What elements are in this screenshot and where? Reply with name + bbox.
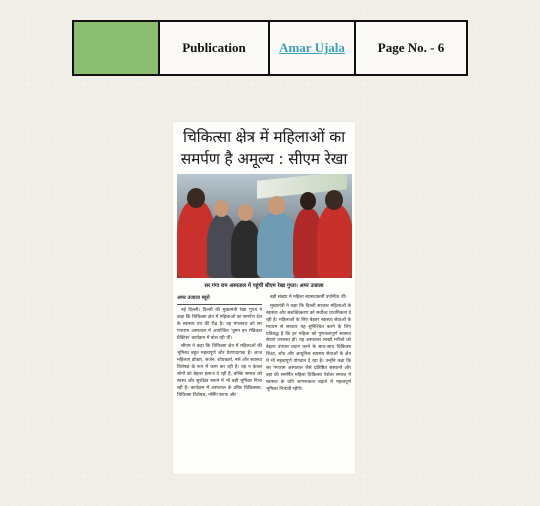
photo-person-head bbox=[325, 190, 343, 210]
photo-person-head bbox=[300, 192, 316, 210]
article-body bbox=[177, 295, 351, 402]
publication-label: Publication bbox=[160, 22, 270, 74]
photo-person-head bbox=[268, 196, 285, 215]
article-byline: अमर उजाला ब्यूरो bbox=[177, 295, 262, 305]
publication-info-table bbox=[72, 20, 468, 76]
article-column-1 bbox=[177, 295, 262, 402]
article-column-2 bbox=[266, 295, 351, 402]
article-paragraph: बड़ी संख्या में महिला स्वास्थ्यकर्मी उपस्थित थीं। bbox=[270, 295, 347, 300]
article-headline: चिकित्सा क्षेत्र में महिलाओं का समर्पण है अमूल्य : सीएम रेखा bbox=[180, 128, 348, 168]
publication-name-link[interactable]: Amar Ujala bbox=[270, 22, 356, 74]
photo-person bbox=[317, 204, 352, 278]
article-paragraph: नई दिल्ली। दिल्ली की मुख्यमंत्री रेखा गुप्ता ने कहा कि चिकित्सा क्षेत्र में महिलाओं का समर्पण देश के स्वास्थ्य तंत्र की रीढ़ है। वह मंगलवार को सर गंगाराम अस्पताल में आयोजित 'वूमन इन मेडिकल प्रैक्टिस' कार्यक्रम में बोल रही थीं। bbox=[177, 307, 262, 341]
photo-person-head bbox=[238, 204, 253, 221]
photo-person-head bbox=[187, 188, 205, 208]
photo-caption: सर गंगा राम अस्पताल में पहुंचीं सीएम रेखा गुप्ता। अमर उजाला bbox=[204, 283, 324, 289]
page-number: Page No. - 6 bbox=[377, 40, 445, 55]
photo-person-head bbox=[214, 200, 229, 217]
article-photo bbox=[177, 174, 352, 278]
article-paragraph: मुख्यमंत्री ने कहा कि दिल्ली सरकार महिलाओं के स्वास्थ्य और सशक्तिकरण को सर्वोच्च प्राथमिकता दे रही है। महिलाओं के लिए बेहतर स्वास्थ्य सेवाओं के माध्यम से सरकार यह सुनिश्चित करने के लिए प्रतिबद्ध है कि हर महिला को गुणवत्तापूर्ण स्वास्थ्य सेवाएं उपलब्ध हों। यह अस्पताल लाखों मरीजों को बेहतर उपचार प्रदान करने के साथ-साथ चिकित्सा शिक्षा, शोध और आधुनिक स्वास्थ्य सेवाओं के क्षेत्र में भी महत्वपूर्ण योगदान दे रहा है। उन्होंने कहा कि सर गंगाराम अस्पताल जैसे प्रतिष्ठित संस्थानों और वहां की समर्पित महिला चिकित्सा पेशेवर समाज में स्वास्थ्य के प्रति जागरूकता बढ़ाने में महत्वपूर्ण भूमिका निभाती रहेंगी। bbox=[266, 303, 351, 392]
photo-person bbox=[257, 212, 297, 278]
newspaper-logo bbox=[74, 22, 160, 74]
newspaper-clipping bbox=[173, 122, 355, 474]
article-paragraph: सीएम ने कहा कि चिकित्सा क्षेत्र में महिलाओं की भूमिका बहुत महत्वपूर्ण और प्रेरणादायक है। आज महिलाएं डॉक्टर, सर्जन, शोधकर्ता, नर्स और स्वास्थ्य विशेषज्ञ के रूप में काम कर रही हैं। वह न केवल लोगों को बेहतर इलाज दे रही हैं, बल्कि समाज को स्वस्थ और सुरक्षित बनाने में भी बड़ी भूमिका निभा रही हैं। कार्यक्रम में अस्पताल के वरिष्ठ चिकित्सक, चिकित्सा विशेषज्ञ, नर्सिंग स्टाफ और bbox=[177, 344, 262, 398]
